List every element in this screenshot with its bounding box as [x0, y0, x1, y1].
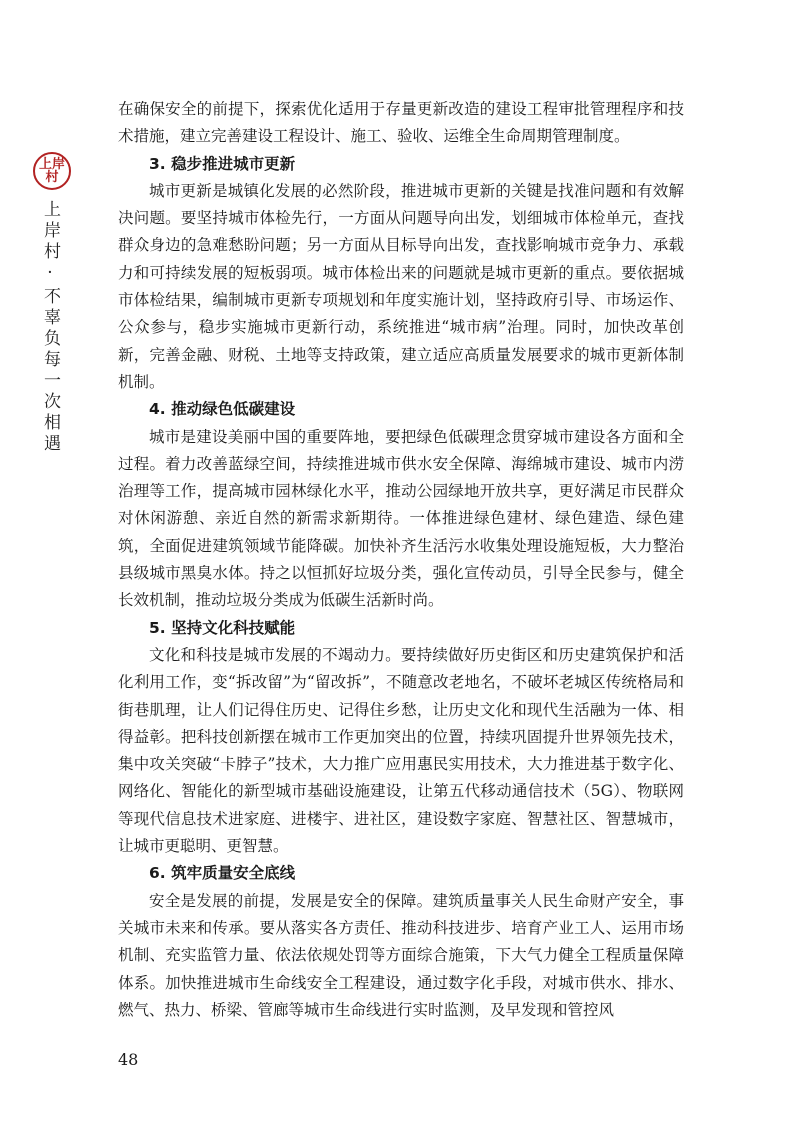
section-body-3: 城市更新是城镇化发展的必然阶段，推进城市更新的关键是找准问题和有效解决问题。要坚持城市体检先行，一方面从问题导向出发，划细城市体检单元，查找群众身边的急难愁盼问题；另一方面从目标导向出发，查找影响城市竞争力、承载力和可持续发展的短板弱项。城市体检出来的问题就是城市更新的重点。要依据城市体检结果，编制城市更新专项规划和年度实施计划，坚持政府引导、市场运作、公众参与，稳步实施城市更新行动，系统推进“城市病”治理。同时，加快改革创新，完善金融、财税、土地等支持政策，建立适应高质量发展要求的城市更新体制机制。: [118, 181, 684, 391]
section-heading-5: 5. 坚持文化科技赋能: [149, 618, 296, 637]
page-body: [118, 96, 684, 1024]
vertical-slogan: 上岸村·不辜负每一次相遇: [40, 200, 60, 455]
seal-text-top: 上岸: [38, 157, 65, 172]
section-heading-4: 4. 推动绿色低碳建设: [149, 400, 296, 419]
section-body-5: 文化和科技是城市发展的不竭动力。要持续做好历史街区和历史建筑保护和活化利用工作，变“拆改留”为“留改拆”，不随意改老地名，不破坏老城区传统格局和街巷肌理，让人们记得住历史、记得住乡愁，让历史文化和现代生活融为一体、相得益彰。把科技创新摆在城市工作更加突出的位置，持续巩固提升世界领先技术，集中攻关突破“卡脖子”技术，大力推广应用惠民实用技术，大力推进基于数字化、网络化、智能化的新型城市基础设施建设，让第五代移动通信技术（5G）、物联网等现代信息技术进家庭、进楼宇、进社区，建设数字家庭、智慧社区、智慧城市，让城市更聪明、更智慧。: [118, 645, 684, 856]
section-body-4: 城市是建设美丽中国的重要阵地，要把绿色低碳理念贯穿城市建设各方面和全过程。着力改善蓝绿空间，持续推进城市供水安全保障、海绵城市建设、城市内涝治理等工作，提高城市园林绿化水平，推动公园绿地开放共享，更好满足市民群众对休闲游憩、亲近自然的新需求新期待。一体推进绿色建材、绿色建造、绿色建筑，全面促进建筑领域节能降碳。加快补齐生活污水收集处理设施短板，大力整治县级城市黑臭水体。持之以恒抓好垃圾分类，强化宣传动员，引导全民参与，健全长效机制，推动垃圾分类成为低碳生活新时尚。: [118, 427, 684, 610]
section-heading-3: 3. 稳步推进城市更新: [149, 154, 296, 173]
page-number: 48: [118, 1050, 139, 1069]
seal-logo: [33, 152, 71, 190]
section-body-6: 安全是发展的前提，发展是安全的保障。建筑质量事关人民生命财产安全，事关城市未来和传承。要从落实各方责任、推动科技进步、培育产业工人、运用市场机制、充实监管力量、依法依规处罚等方面综合施策，下大气力健全工程质量保障体系。加快推进城市生命线安全工程建设，通过数字化手段，对城市供水、排水、燃气、热力、桥梁、管廊等城市生命线进行实时监测，及早发现和管控风: [118, 891, 684, 1019]
side-badge: [22, 152, 82, 455]
seal-text-bottom: 村: [45, 170, 59, 185]
intro-paragraph: 在确保安全的前提下，探索优化适用于存量更新改造的建设工程审批管理程序和技术措施，建立完善建设工程设计、施工、验收、运维全生命周期管理制度。: [118, 100, 684, 146]
section-heading-6: 6. 筑牢质量安全底线: [149, 864, 296, 883]
